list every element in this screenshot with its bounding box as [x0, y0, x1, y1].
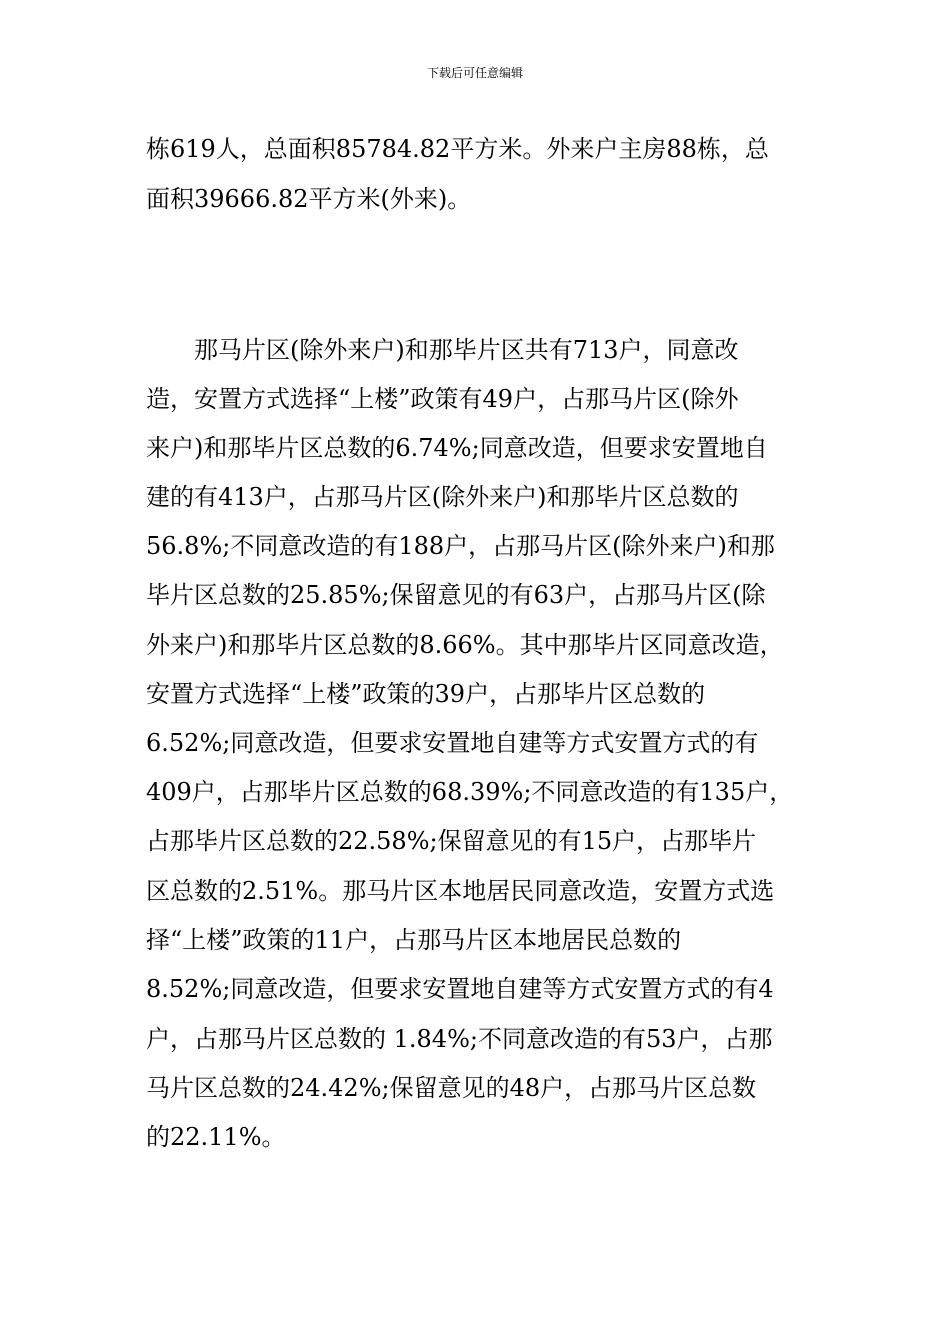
text-line: 面积39666.82平方米(外来)。	[146, 185, 472, 213]
text-line: 6.52%;同意改造，但要求安置地自建等方式安置方式的有	[146, 729, 759, 757]
text-line: 外来户)和那毕片区总数的8.66%。其中那毕片区同意改造，	[146, 631, 784, 659]
text-line: 那马片区(除外来户)和那毕片区共有713户，同意改	[146, 336, 739, 364]
text-line: 择“上楼”政策的11户，占那马片区本地居民总数的	[146, 926, 682, 954]
page-header: 下载后可任意编辑	[426, 66, 523, 80]
text-line: 8.52%;同意改造，但要求安置地自建等方式安置方式的有4	[146, 975, 774, 1003]
text-line: 马片区总数的24.42%;保留意见的48户，占那马片区总数	[146, 1074, 757, 1102]
text-line: 造，安置方式选择“上楼”政策有49户，占那马片区(除外	[146, 385, 739, 413]
text-line: 占那毕片区总数的22.58%;保留意见的有15户，占那毕片	[146, 827, 757, 855]
text-line: 区总数的2.51%。那马片区本地居民同意改造，安置方式选	[146, 877, 775, 905]
text-line: 建的有413户，占那马片区(除外来户)和那毕片区总数的	[146, 483, 739, 511]
text-line: 栋619人，总面积85784.82平方米。外来户主房88栋，总	[146, 135, 769, 163]
text-line: 的22.11%。	[146, 1123, 286, 1151]
text-line: 来户)和那毕片区总数的6.74%;同意改造，但要求安置地自	[146, 434, 768, 462]
text-line: 56.8%;不同意改造的有188户，占那马片区(除外来户)和那	[146, 532, 775, 560]
text-line: 安置方式选择“上楼”政策的39户，占那毕片区总数的	[146, 680, 706, 708]
text-line: 毕片区总数的25.85%;保留意见的有63户，占那马片区(除	[146, 581, 766, 609]
text-line: 户，占那马片区总数的 1.84%;不同意改造的有53户，占那	[146, 1025, 773, 1053]
text-line: 409户，占那毕片区总数的68.39%;不同意改造的有135户，	[146, 778, 794, 806]
